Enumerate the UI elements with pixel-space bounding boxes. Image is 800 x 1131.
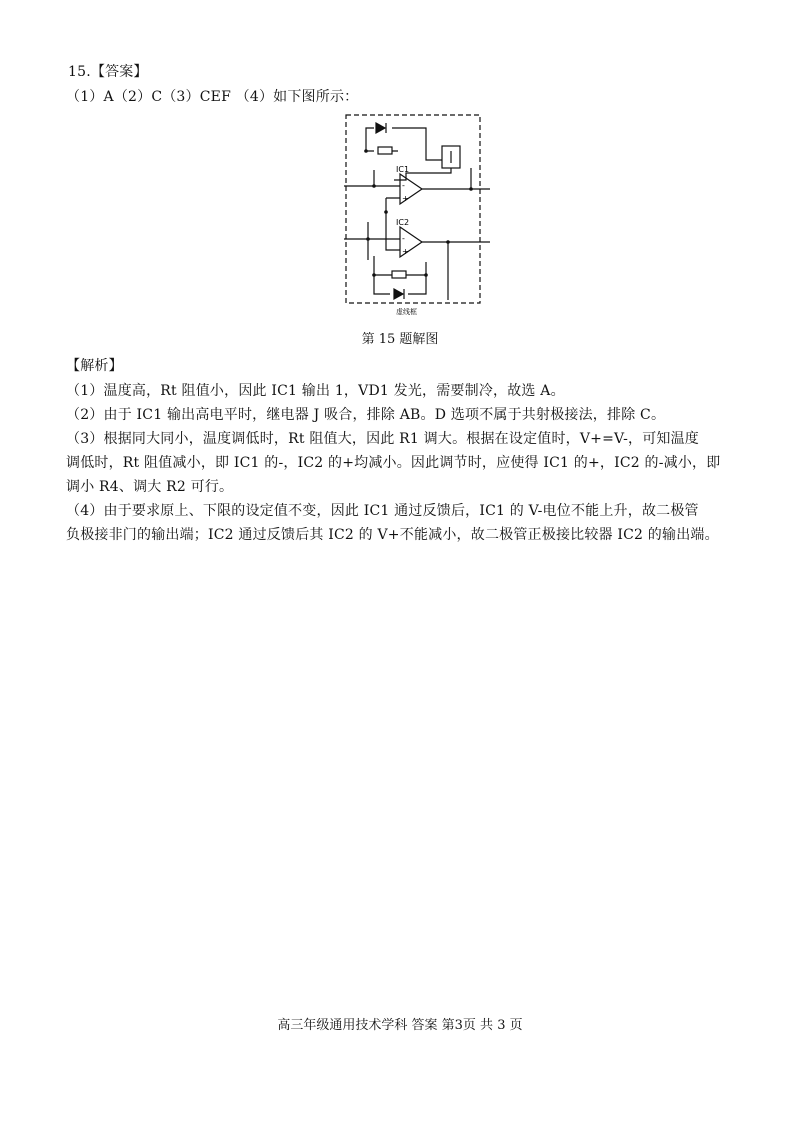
analysis-line-7: 负极接非门的输出端；IC2 通过反馈后其 IC2 的 V+不能减小，故二极管正极接比较器 IC2 的输出端。 xyxy=(66,527,719,543)
analysis-line-3: （3）根据同大同小，温度调低时，Rt 阻值大，因此 R1 调大。根据在设定值时，V+=V-，可知温度 xyxy=(66,431,699,447)
analysis-heading: 【解析】 xyxy=(66,358,123,374)
ic2-label: IC2 xyxy=(396,218,410,227)
analysis-line-2: （2）由于 IC1 输出高电平时，继电器 J 吸合，排除 AB。D 选项不属于共射极接法，排除 C。 xyxy=(66,407,666,423)
bottom-diode xyxy=(394,289,403,299)
ic2-minus-sign: - xyxy=(402,234,405,243)
ic2-plus-sign: + xyxy=(402,247,409,256)
answer-heading: 15.【答案】 xyxy=(68,64,148,80)
top-resistor xyxy=(378,147,392,154)
bottom-feedback-wires xyxy=(374,256,426,294)
ic1-label: IC1 xyxy=(396,165,410,174)
ic1-minus-sign: - xyxy=(402,181,405,190)
answer-line: （1）A（2）C（3）CEF （4）如下图所示： xyxy=(66,89,359,105)
figure-caption: 第 15 题解图 xyxy=(361,332,439,347)
circuit-diagram xyxy=(330,110,490,320)
analysis-line-6: （4）由于要求原上、下限的设定值不变，因此 IC1 通过反馈后，IC1 的 V-电位不能上升，故二极管 xyxy=(66,503,699,519)
ic1-plus-sign: + xyxy=(402,194,409,203)
bottom-resistor xyxy=(392,271,406,278)
box-label: 虚线框 xyxy=(396,308,417,316)
analysis-line-5: 调小 R4、调大 R2 可行。 xyxy=(66,479,234,495)
page-footer: 高三年级通用技术学科 答案 第3页 共 3 页 xyxy=(277,1018,523,1033)
analysis-line-4: 调低时，Rt 阻值减小，即 IC1 的-，IC2 的+均减小。因此调节时，应使得 IC1 的+，IC2 的-减小，即 xyxy=(66,455,721,471)
top-diode xyxy=(376,123,385,133)
analysis-line-1: （1）温度高，Rt 阻值小，因此 IC1 输出 1，VD1 发光，需要制冷，故选 A。 xyxy=(66,383,565,399)
